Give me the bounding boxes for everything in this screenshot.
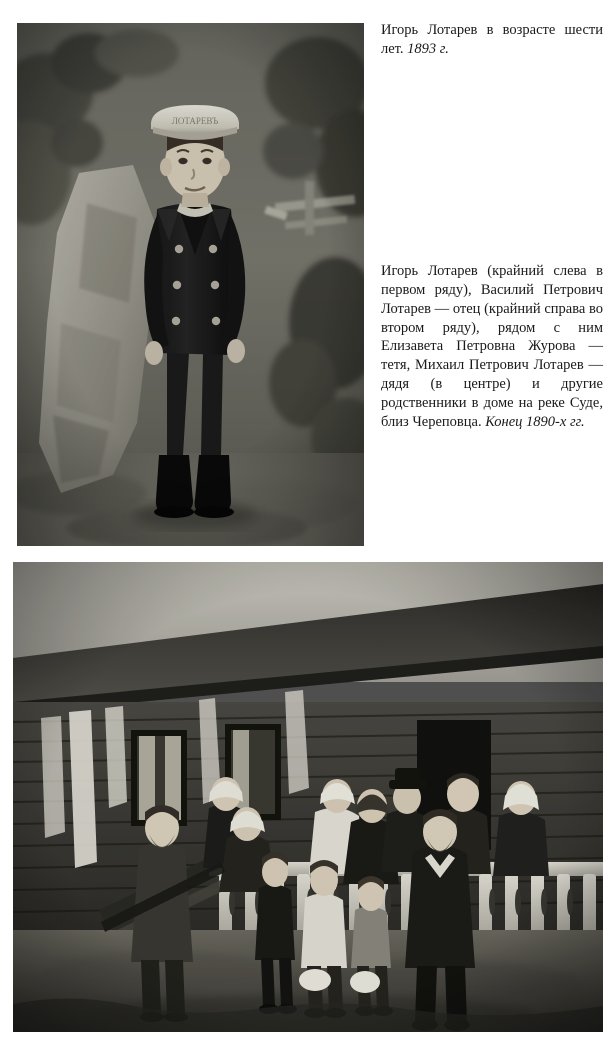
caption-middle-body: Игорь Лотарев (крайний слева в первом ряду), Василий Петрович Лотарев — отец (крайний справа во втором ряду), рядом с ним Елизавета Петровна Журова — тетя, Михаил Петрович Лотарев — дядя (в центре) и другие родственники в доме на реке Суде, близ Череповца. xyxy=(381,263,603,430)
photo-family-group-near-cherepovets xyxy=(13,562,603,1032)
caption-top-date: 1893 г. xyxy=(407,40,449,57)
group-photo-graphic xyxy=(13,562,603,1032)
photo-igor-lotarev-age-six xyxy=(17,23,364,546)
portrait-photo-graphic xyxy=(17,23,364,546)
caption-top xyxy=(381,21,603,59)
caption-top-line1: Игорь Лотарев в возрасте xyxy=(381,22,556,38)
caption-middle-date: Конец 1890-х гг. xyxy=(485,413,585,430)
caption-top-line2-roman: шести лет. xyxy=(381,22,604,57)
caption-middle xyxy=(381,262,603,432)
